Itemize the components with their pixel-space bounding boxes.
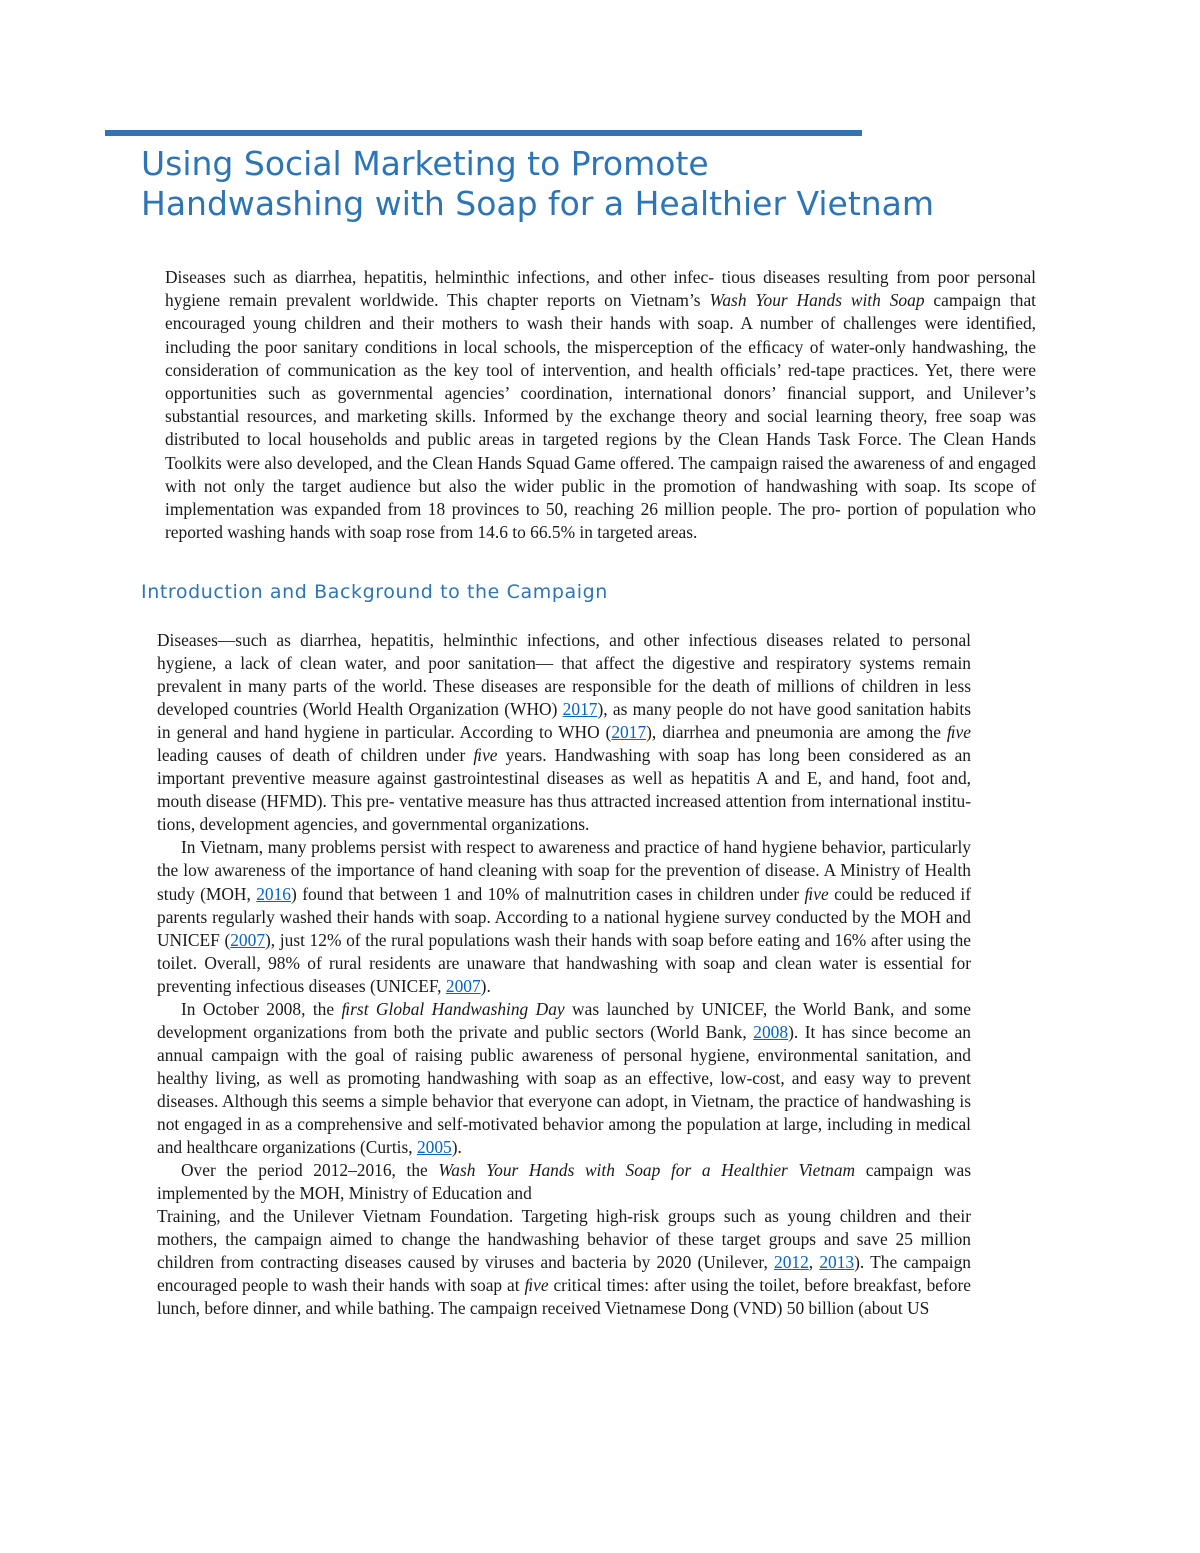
citation-link[interactable]: 2017	[562, 699, 598, 720]
citation-link[interactable]: 2016	[256, 883, 291, 904]
paragraph-text: ), diarrhea and pneumonia are among the	[646, 722, 947, 743]
paragraph-text: ).	[451, 1137, 462, 1158]
paragraph-text: In October 2008, the	[181, 998, 342, 1019]
citation-link[interactable]: 2007	[230, 929, 266, 950]
citation-link[interactable]: 2005	[416, 1137, 452, 1158]
emphasis: ﬁve	[524, 1275, 549, 1296]
paragraph-text: ).	[480, 975, 491, 996]
paragraph-text: campaign was implemented by the MOH, Ministry of Education and	[157, 1160, 971, 1204]
paragraph-text: ). It has since become an annual campaign with the goal of raising public awareness of personal hygiene, environmental sanitation, and healthy living, as well as promoting handwashing with soap as an effective, low-cost, and easy way to prevent diseases. Although this seems a simple behavior that everyone can adopt, in Vietnam, the practice of handwashing is not engaged in as a comprehensive and self-motivated behavior among the population at large, including in medical and healthcare organizations (Curtis,	[157, 1021, 971, 1158]
paragraph-text: could be reduced if parents regularly washed their hands with soap. According to a national hygiene survey conducted by the MOH and UNICEF (	[157, 883, 971, 950]
citation-link[interactable]: 2013	[819, 1252, 855, 1273]
paragraph-text: ). The campaign encouraged people to wash their hands with soap at	[157, 1252, 971, 1296]
paragraph-text: leading causes of death of children under	[157, 745, 474, 766]
paragraph-text: critical times: after using the toilet, before breakfast, before lunch, before dinner, and while bathing. The campaign received Vietnamese Dong (VND) 50 billion (about US	[157, 1275, 972, 1319]
paragraph-text: years. Handwashing with soap has long been considered as an important preventive measure against gastrointestinal diseases as well as hepatitis A and E, and hand, foot and, mouth disease (HFMD). This pre- ventative measure has thus attracted increased attention from international institu- tions, development agencies, and governmental organizations.	[157, 745, 971, 835]
paragraph-text: ), just 12% of the rural populations wash their hands with soap before eating and 16% after using the toilet. Overall, 98% of rural residents are unaware that handwashing with soap and clean water is essential for preventing infectious diseases (UNICEF,	[157, 929, 971, 996]
emphasis: ﬁve	[946, 722, 971, 743]
paragraph-3	[157, 998, 971, 1159]
paragraph-text: ) found that between 1 and 10% of malnutrition cases in children under	[291, 883, 805, 904]
citation-link[interactable]: 2008	[753, 1021, 789, 1042]
emphasis: ﬁrst Global Handwashing Day	[341, 998, 565, 1019]
paragraph-text: ,	[808, 1252, 820, 1273]
section-heading: Introduction and Background to the Campaign	[141, 581, 608, 603]
paragraph-text: In Vietnam, many problems persist with respect to awareness and practice of hand hygiene behavior, particularly the low awareness of the importance of hand cleaning with soap for the prevention of disease. A Ministry of Health study (MOH,	[157, 837, 971, 904]
paragraph-text: Diseases—such as diarrhea, hepatitis, helminthic infections, and other infectious diseases related to personal hygiene, a lack of clean water, and poor sanitation— that affect the digestive and respiratory systems remain prevalent in many parts of the world. These diseases are responsible for the death of millions of children in less developed countries (World Health Organization (WHO)	[157, 630, 971, 720]
body-text	[157, 629, 971, 1320]
paragraph-text: Over the period 2012–2016, the	[181, 1160, 439, 1181]
paragraph-1	[157, 629, 971, 836]
title-rule	[105, 130, 862, 136]
paragraph-text: ), as many people do not have good sanitation habits in general and hand hygiene in particular. According to WHO (	[157, 699, 971, 743]
emphasis: ﬁve	[473, 745, 498, 766]
paragraph-2	[157, 836, 971, 997]
paragraph-text: was launched by UNICEF, the World Bank, and some development organizations from both the private and public sectors (World Bank,	[157, 998, 972, 1042]
title-line-1: Using Social Marketing to Promote	[141, 144, 709, 183]
citation-link[interactable]: 2017	[611, 722, 647, 743]
citation-link[interactable]: 2007	[445, 975, 481, 996]
abstract-text: campaign that encouraged young children and their mothers to wash their hands with soap. A number of challenges were identiﬁed, including the poor sanitary conditions in local schools, the misperception of the efﬁcacy of water-only handwashing, the consideration of communication as the key tool of intervention, and health ofﬁcials’ red-tape practices. Yet, there were opportunities such as governmental agencies’ coordination, international donors’ ﬁnancial support, and Unilever’s substantial resources, and marketing skills. Informed by the exchange theory and social learning theory, free soap was distributed to local households and public areas in targeted regions by the Clean Hands Task Force. The Clean Hands Toolkits were also developed, and the Clean Hands Squad Game offered. The campaign raised the awareness of and engaged with not only the target audience but also the wider public in the promotion of handwashing with soap. Its scope of implementation was expanded from 18 provinces to 50, reaching 26 million people. The pro- portion of population who reported washing hands with soap rose from 14.6 to 66.5% in targeted areas.	[165, 290, 1036, 543]
abstract-text: Diseases such as diarrhea, hepatitis, helminthic infections, and other infec- tious diseases resulting from poor personal hygiene remain prevalent worldwide. This chapter reports on Vietnam’s	[165, 267, 1036, 311]
emphasis: ﬁve	[804, 883, 829, 904]
title-line-2: Handwashing with Soap for a Healthier Vietnam	[141, 184, 935, 223]
abstract	[165, 266, 1036, 544]
emphasis: Wash Your Hands with Soap for a Healthier Vietnam	[438, 1160, 856, 1181]
abstract-campaign-name: Wash Your Hands with Soap	[709, 290, 925, 311]
chapter-title	[141, 144, 1101, 224]
paragraph-4	[157, 1159, 971, 1205]
paragraph-5	[157, 1205, 971, 1320]
citation-link[interactable]: 2012	[774, 1252, 809, 1273]
paragraph-text: Training, and the Unilever Vietnam Foundation. Targeting high-risk groups such as young children and their mothers, the campaign aimed to change the handwashing behavior of these target groups and save 25 million children from contracting diseases caused by viruses and bacteria by 2020 (Unilever,	[157, 1206, 971, 1273]
